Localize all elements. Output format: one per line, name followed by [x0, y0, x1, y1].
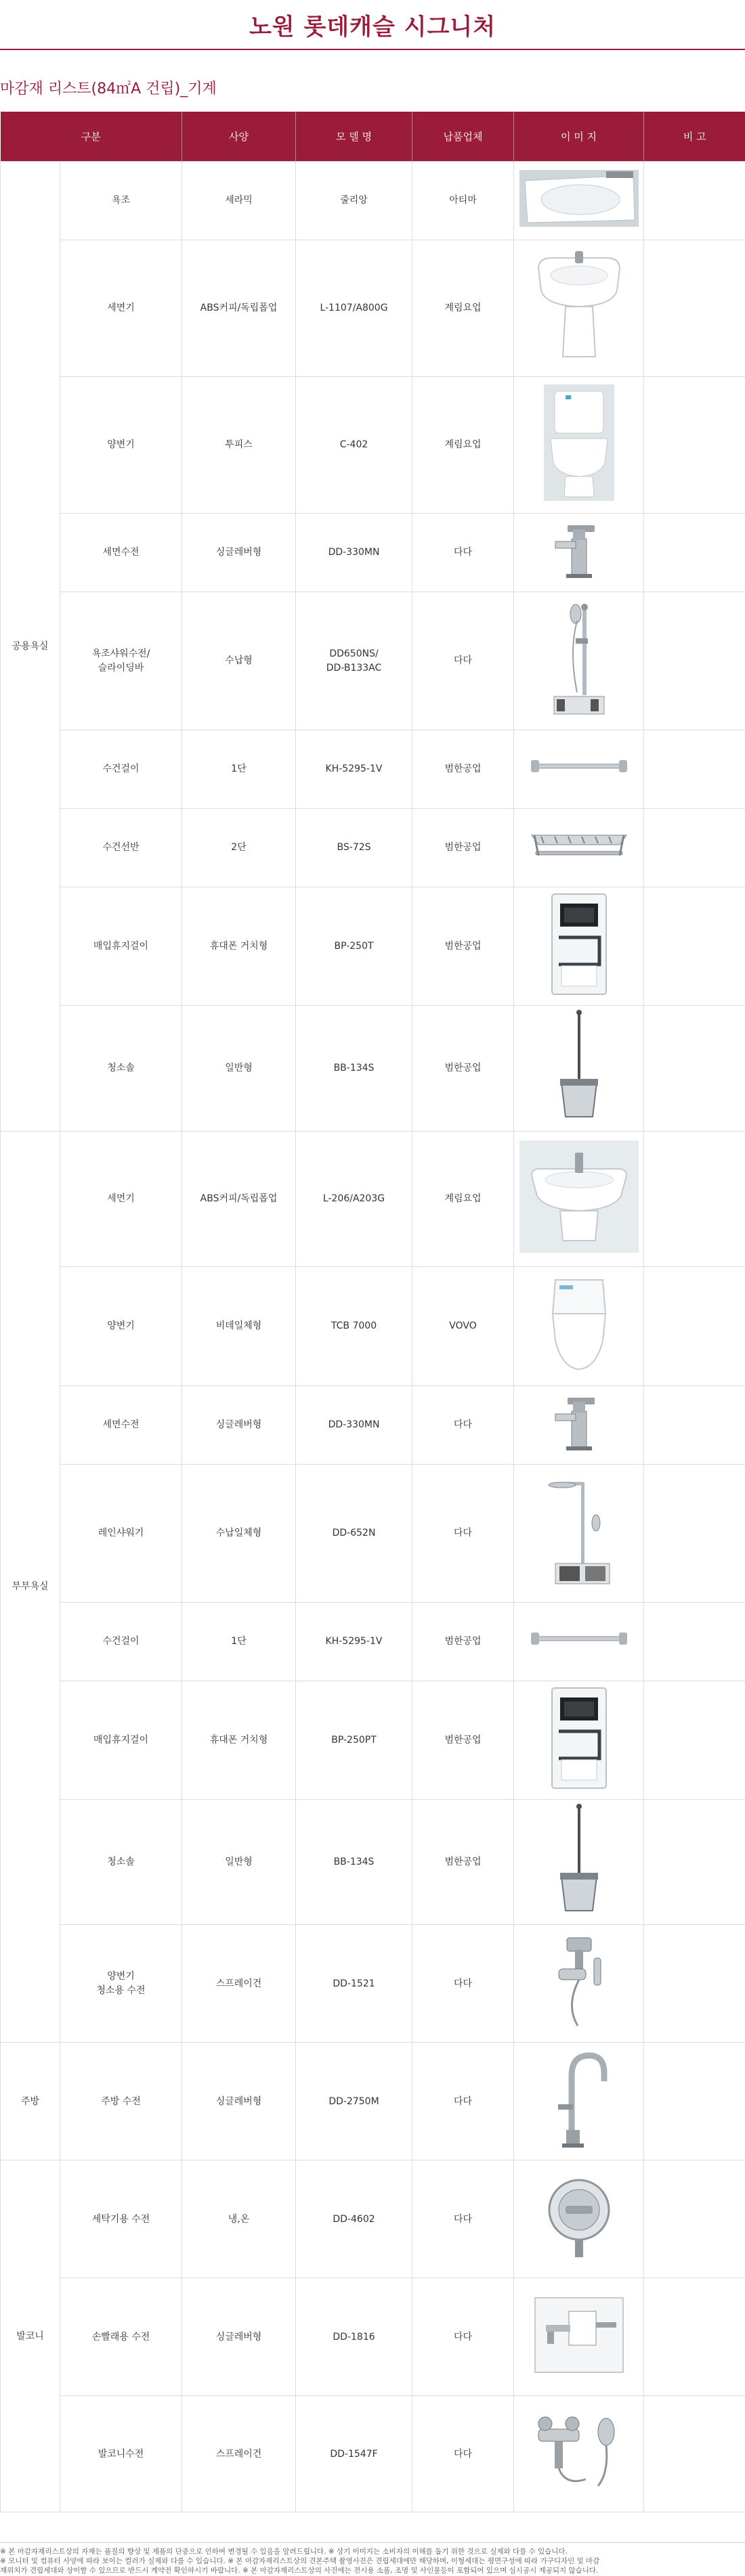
table-row [1, 809, 745, 887]
spec-cell: 수납형 [182, 592, 296, 730]
table-header-row [1, 112, 745, 162]
note-cell [644, 1006, 745, 1131]
note-cell [644, 730, 745, 809]
item-name-cell: 세면기 [60, 1131, 182, 1266]
note-cell [644, 1925, 745, 2043]
supplier-cell: 다다 [412, 1385, 514, 1464]
spec-cell: 세라믹 [182, 162, 296, 240]
spec-cell: 휴대폰 거치형 [182, 1681, 296, 1799]
image-cell [514, 730, 644, 809]
table-row [1, 1602, 745, 1681]
title-bar [0, 0, 745, 50]
model-cell: L-206/A203G [296, 1131, 412, 1266]
table-row [1, 1799, 745, 1924]
toilet-image [517, 382, 641, 508]
table-row [1, 1464, 745, 1602]
list-subtitle: 마감재 리스트(84㎡A 건립)_기계 [0, 77, 217, 98]
spec-cell: 휴대폰 거치형 [182, 887, 296, 1006]
note-cell [644, 240, 745, 377]
table-row [1, 240, 745, 377]
image-cell [514, 592, 644, 730]
supplier-cell: 다다 [412, 2278, 514, 2396]
model-cell: KH-5295-1V [296, 1602, 412, 1681]
spec-cell: 수납일체형 [182, 1464, 296, 1602]
spec-cell: 일반형 [182, 1006, 296, 1131]
bathtub-image [517, 166, 641, 235]
image-cell [514, 1602, 644, 1681]
image-cell [514, 2043, 644, 2160]
item-name-cell: 세면수전 [60, 514, 182, 592]
item-name-cell: 발코니수전 [60, 2396, 182, 2512]
supplier-cell: 계림요업 [412, 377, 514, 514]
note-cell [644, 2043, 745, 2160]
item-name-cell: 욕조 [60, 162, 182, 240]
note-cell [644, 1602, 745, 1681]
item-name-cell: 욕조샤워수전/ 슬라이딩바 [60, 592, 182, 730]
spec-cell: 싱글레버형 [182, 2043, 296, 2160]
header-spec: 사양 [182, 112, 296, 162]
shower-slide-bar-image [517, 598, 641, 724]
note-cell [644, 2278, 745, 2396]
model-cell: BP-250T [296, 887, 412, 1006]
pedestal-sink-image [517, 248, 641, 368]
header-supplier: 납품업체 [412, 112, 514, 162]
toilet-brush-image [517, 1008, 641, 1128]
note-cell [644, 1799, 745, 1924]
table-row [1, 514, 745, 592]
spec-cell: 일반형 [182, 1799, 296, 1924]
supplier-cell: 아티마 [412, 162, 514, 240]
towel-bar-image [517, 753, 641, 784]
category-cell: 공용욕실 [1, 162, 60, 1132]
item-name-cell: 양변기 청소용 수전 [60, 1925, 182, 2043]
supplier-cell: 다다 [412, 1464, 514, 1602]
rain-shower-image [517, 1469, 641, 1597]
model-cell: BB-134S [296, 1006, 412, 1131]
disclaimer-footer [0, 2542, 745, 2576]
table-row [1, 162, 745, 240]
model-cell: TCB 7000 [296, 1266, 412, 1385]
supplier-cell: 계림요업 [412, 240, 514, 377]
note-cell [644, 2396, 745, 2512]
table-row [1, 592, 745, 730]
header-image: 이 미 지 [514, 112, 644, 162]
disclaimer-line: ※ 모니터 및 컴퓨터 사양에 따라 보이는 컬러가 실제와 다를 수 있습니다. ※ 본 마감자재리스트상의 견본주택 촬영사진은 견립세대에만 해당하며, 이형세대는 평면구성에 따라 가구디자인 및 마감 [0, 2556, 745, 2566]
image-cell [514, 1681, 644, 1799]
model-cell: DD-330MN [296, 514, 412, 592]
category-cell: 부부욕실 [1, 1131, 60, 2043]
supplier-cell: 범한공업 [412, 1799, 514, 1924]
table-row [1, 2278, 745, 2396]
spec-cell: 비데일체형 [182, 1266, 296, 1385]
table-row [1, 1266, 745, 1385]
table-row [1, 1131, 745, 1266]
table-body [1, 162, 745, 2512]
table-row [1, 2043, 745, 2160]
supplier-cell: 계림요업 [412, 1131, 514, 1266]
image-cell [514, 1266, 644, 1385]
note-cell [644, 1266, 745, 1385]
note-cell [644, 1131, 745, 1266]
finish-material-table [0, 112, 745, 2512]
model-cell: DD-1547F [296, 2396, 412, 2512]
half-pedestal-sink-image [517, 1139, 641, 1258]
note-cell [644, 809, 745, 887]
image-cell [514, 809, 644, 887]
item-name-cell: 매입휴지걸이 [60, 1681, 182, 1799]
page-title: 노원 롯데캐슬 시그니처 [249, 8, 496, 41]
item-name-cell: 양변기 [60, 1266, 182, 1385]
model-cell: BP-250PT [296, 1681, 412, 1799]
image-cell [514, 1131, 644, 1266]
item-name-cell: 청소솔 [60, 1006, 182, 1131]
spec-cell: ABS커피/독립폽업 [182, 1131, 296, 1266]
table-row [1, 887, 745, 1006]
basin-faucet-image [517, 1394, 641, 1456]
spec-cell: ABS커피/독립폽업 [182, 240, 296, 377]
image-cell [514, 2278, 644, 2396]
item-name-cell: 매입휴지걸이 [60, 887, 182, 1006]
image-cell [514, 1799, 644, 1924]
note-cell [644, 2160, 745, 2278]
header-model: 모 델 명 [296, 112, 412, 162]
supplier-cell: 범한공업 [412, 730, 514, 809]
spec-cell: 싱글레버형 [182, 1385, 296, 1464]
item-name-cell: 주방 수전 [60, 2043, 182, 2160]
model-cell: BB-134S [296, 1799, 412, 1924]
image-cell [514, 1006, 644, 1131]
image-cell [514, 1464, 644, 1602]
supplier-cell: 다다 [412, 1925, 514, 2043]
bidet-toilet-image [517, 1273, 641, 1379]
spec-cell: 스프레이건 [182, 2396, 296, 2512]
item-name-cell: 양변기 [60, 377, 182, 514]
item-name-cell: 수건걸이 [60, 1602, 182, 1681]
item-name-cell: 수건걸이 [60, 730, 182, 809]
model-cell: L-1107/A800G [296, 240, 412, 377]
bidet-spray-image [517, 1931, 641, 2037]
model-cell: C-402 [296, 377, 412, 514]
disclaimer-line: ※ 본 마감자재리스트상의 자재는 품질의 향상 및 제품의 단종으로 인하여 변경될 수 있음을 알려드립니다. ※ 상기 이미지는 소비자의 이해를 돕기 위한 것으로 실제와 다를 수 있습니다. [0, 2547, 745, 2556]
supplier-cell: 범한공업 [412, 809, 514, 887]
category-cell: 주방 [1, 2043, 60, 2160]
spec-cell: 1단 [182, 1602, 296, 1681]
supplier-cell: VOVO [412, 1266, 514, 1385]
toilet-brush-image [517, 1802, 641, 1922]
supplier-cell: 범한공업 [412, 1006, 514, 1131]
model-cell: 줄리앙 [296, 162, 412, 240]
image-cell [514, 2396, 644, 2512]
model-cell: DD-4602 [296, 2160, 412, 2278]
item-name-cell: 세탁기용 수전 [60, 2160, 182, 2278]
model-cell: DD-2750M [296, 2043, 412, 2160]
note-cell [644, 1385, 745, 1464]
spec-cell: 싱글레버형 [182, 514, 296, 592]
model-cell: BS-72S [296, 809, 412, 887]
kitchen-faucet-image [517, 2049, 641, 2154]
model-cell: DD-1521 [296, 1925, 412, 2043]
category-cell: 발코니 [1, 2160, 60, 2512]
table-row [1, 377, 745, 514]
item-name-cell: 레인샤워기 [60, 1464, 182, 1602]
toilet-paper-holder-image [517, 890, 641, 1002]
model-cell: DD-652N [296, 1464, 412, 1602]
supplier-cell: 다다 [412, 592, 514, 730]
table-row [1, 1681, 745, 1799]
spec-cell: 냉,온 [182, 2160, 296, 2278]
supplier-cell: 범한공업 [412, 1602, 514, 1681]
model-cell: DD-330MN [296, 1385, 412, 1464]
image-cell [514, 2160, 644, 2278]
table-row [1, 1006, 745, 1131]
table-row [1, 1925, 745, 2043]
note-cell [644, 514, 745, 592]
balcony-faucet-image [517, 2405, 641, 2504]
note-cell [644, 377, 745, 514]
spec-cell: 스프레이건 [182, 1925, 296, 2043]
item-name-cell: 세면기 [60, 240, 182, 377]
towel-bar-image [517, 1626, 641, 1657]
table-row [1, 730, 745, 809]
spec-cell: 2단 [182, 809, 296, 887]
item-name-cell: 손빨래용 수전 [60, 2278, 182, 2396]
image-cell [514, 377, 644, 514]
model-cell: KH-5295-1V [296, 730, 412, 809]
basin-faucet-image [517, 521, 641, 583]
supplier-cell: 다다 [412, 2396, 514, 2512]
image-cell [514, 514, 644, 592]
note-cell [644, 1681, 745, 1799]
model-cell: DD-1816 [296, 2278, 412, 2396]
item-name-cell: 청소솔 [60, 1799, 182, 1924]
supplier-cell: 다다 [412, 514, 514, 592]
towel-shelf-image [517, 822, 641, 873]
item-name-cell: 세면수전 [60, 1385, 182, 1464]
supplier-cell: 다다 [412, 2043, 514, 2160]
supplier-cell: 범한공업 [412, 887, 514, 1006]
header-category: 구분 [1, 112, 182, 162]
table-row [1, 2396, 745, 2512]
note-cell [644, 887, 745, 1006]
note-cell [644, 1464, 745, 1602]
image-cell [514, 162, 644, 240]
supplier-cell: 다다 [412, 2160, 514, 2278]
table-row [1, 2160, 745, 2278]
disclaimer-line: 재위치가 견립세대와 상이할 수 있으므로 반드시 계약전 확인하시기 바랍니다. ※ 본 마감자재리스트상의 사진에는 전시용 소품, 조명 및 사인물등이 포함되어 있으며 실시공시 제공되지 않습니다. [0, 2566, 745, 2575]
image-cell [514, 1385, 644, 1464]
spec-cell: 투피스 [182, 377, 296, 514]
wall-faucet-image [517, 2284, 641, 2390]
washer-valve-image [517, 2173, 641, 2265]
image-cell [514, 240, 644, 377]
note-cell [644, 162, 745, 240]
table-row [1, 1385, 745, 1464]
image-cell [514, 1925, 644, 2043]
item-name-cell: 수건선반 [60, 809, 182, 887]
spec-cell: 1단 [182, 730, 296, 809]
supplier-cell: 범한공업 [412, 1681, 514, 1799]
image-cell [514, 887, 644, 1006]
note-cell [644, 592, 745, 730]
toilet-paper-holder-image [517, 1684, 641, 1796]
header-note: 비 고 [644, 112, 745, 162]
spec-cell: 싱글레버형 [182, 2278, 296, 2396]
model-cell: DD650NS/ DD-B133AC [296, 592, 412, 730]
